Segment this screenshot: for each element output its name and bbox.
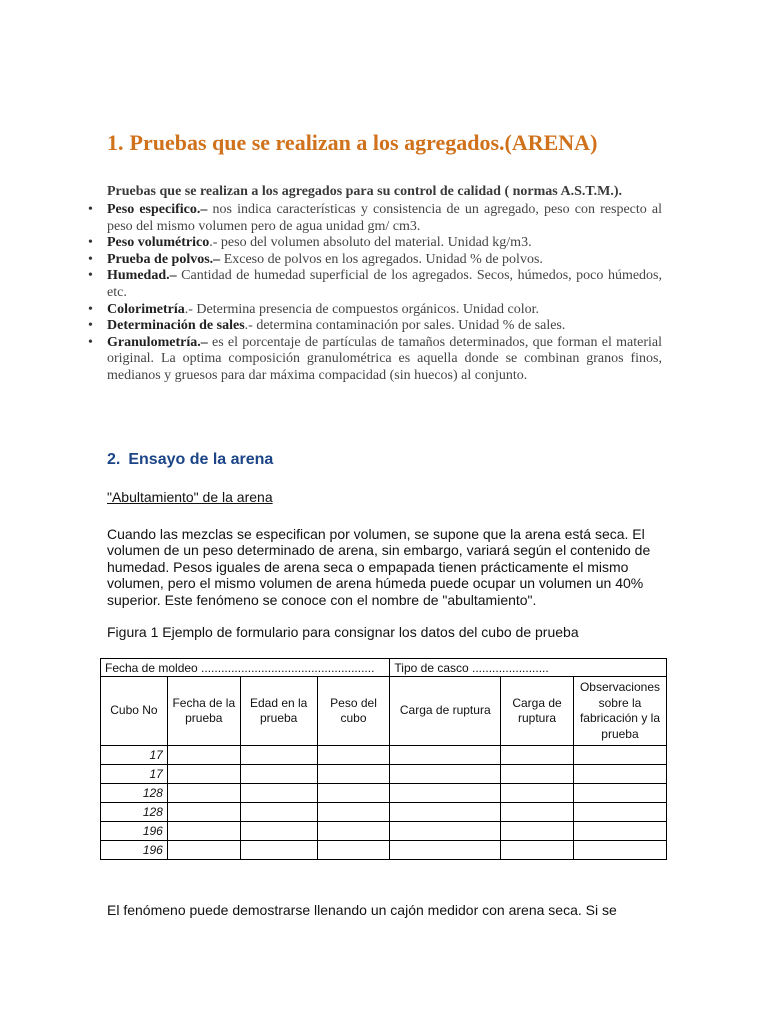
table-cell	[240, 746, 317, 765]
item-term: Peso especifico.–	[107, 202, 208, 217]
item-term: Prueba de polvos.–	[107, 251, 221, 267]
item-text: .- Determina presencia de compuestos orgánicos. Unidad color.	[184, 301, 540, 317]
cubo-number: 128	[101, 784, 168, 803]
bullet-icon: •	[88, 251, 93, 267]
item-text: nos indica características y consistencia de un agregado, peso con respecto al peso del mismo volumen pero de agua unidad gm/ cm3.	[107, 202, 662, 234]
bullet-icon: •	[88, 301, 93, 317]
table-cell	[317, 746, 390, 765]
list-item	[88, 268, 662, 301]
table-cell	[167, 746, 240, 765]
table-row	[101, 659, 667, 677]
tests-list	[88, 202, 662, 385]
table-cell	[390, 841, 501, 860]
table-cell	[240, 822, 317, 841]
column-header: Peso del cubo	[317, 677, 390, 746]
cubo-number: 196	[101, 841, 168, 860]
bullet-icon: •	[88, 334, 93, 350]
table-cell	[317, 765, 390, 784]
table-cell	[167, 822, 240, 841]
item-text: Exceso de polvos en los agregados. Unidad % de polvos.	[220, 251, 543, 267]
body-paragraph: Cuando las mezclas se especifican por volumen, se supone que la arena está seca. El volumen de un peso determinado de arena, sin embargo, variará según el contenido de humedad. Pesos iguales de arena seca o empapada tienen prácticamente el mismo volumen, pero el mismo volumen de arena húmeda puede ocupar un volumen un 40% superior. Este fenómeno se conoce con el nombre de "abultamiento".	[107, 526, 651, 608]
table-header-row	[101, 677, 667, 746]
table-cell	[573, 746, 666, 765]
table-cell	[501, 784, 574, 803]
table-cell	[167, 841, 240, 860]
table-cell	[167, 784, 240, 803]
table-row	[101, 822, 667, 841]
item-text: .- determina contaminación por sales. Unidad % de sales.	[244, 318, 566, 334]
table-cell	[240, 841, 317, 860]
item-text: Cantidad de humedad superficial de los agregados. Secos, húmedos, poco húmedos, etc.	[107, 268, 662, 300]
cubo-number: 17	[101, 746, 168, 765]
item-text: .- peso del volumen absoluto del material. Unidad kg/m3.	[209, 235, 532, 251]
table-cell	[501, 765, 574, 784]
heading-number: 2.	[107, 451, 121, 468]
heading-ensayo	[107, 451, 273, 469]
column-header: Carga de ruptura	[501, 677, 574, 746]
table-cell	[501, 841, 574, 860]
list-item	[88, 318, 662, 335]
table-cell	[240, 784, 317, 803]
column-header: Observaciones sobre la fabricación y la prueba	[573, 677, 666, 746]
item-term: Peso volumétrico	[107, 235, 210, 251]
table-row	[101, 784, 667, 803]
item-term: Determinación de sales	[107, 318, 245, 334]
table-row	[101, 803, 667, 822]
list-item	[88, 302, 662, 319]
table-cell	[390, 822, 501, 841]
bullet-icon: •	[88, 318, 93, 334]
table-cell	[573, 822, 666, 841]
list-item	[88, 252, 662, 269]
bullet-icon: •	[88, 235, 93, 251]
closing-paragraph: El fenómeno puede demostrarse llenando un cajón medidor con arena seca. Si se	[107, 902, 617, 918]
table-cell	[501, 803, 574, 822]
item-term: Granulometría.–	[107, 334, 208, 350]
table-cell	[390, 746, 501, 765]
bullet-icon: •	[88, 268, 93, 284]
tipo-casco-cell: Tipo de casco .......................	[390, 659, 667, 677]
table-cell	[501, 746, 574, 765]
heading-text: Pruebas que se realizan a los agregados.(ARENA)	[129, 130, 598, 155]
subheading-abultamiento: "Abultamiento" de la arena	[107, 489, 273, 505]
cubo-number: 196	[101, 822, 168, 841]
cubo-number: 17	[101, 765, 168, 784]
table-cell	[390, 784, 501, 803]
table-cell	[501, 822, 574, 841]
table-cell	[573, 803, 666, 822]
cubo-form-table	[100, 658, 667, 860]
table-cell	[390, 803, 501, 822]
heading-number: 1.	[107, 130, 124, 155]
cubo-number: 128	[101, 803, 168, 822]
table-cell	[573, 784, 666, 803]
column-header: Edad en la prueba	[240, 677, 317, 746]
column-header: Fecha de la prueba	[167, 677, 240, 746]
column-header: Cubo No	[101, 677, 168, 746]
heading-text: Ensayo de la arena	[128, 451, 274, 468]
table-cell	[167, 803, 240, 822]
bullet-icon: •	[88, 202, 93, 217]
intro-text: Pruebas que se realizan a los agregados para su control de calidad ( normas A.S.T.M.).	[107, 184, 623, 199]
column-header: Carga de ruptura	[390, 677, 501, 746]
table-cell	[317, 803, 390, 822]
table-cell	[167, 765, 240, 784]
table-row	[101, 746, 667, 765]
table-cell	[573, 841, 666, 860]
table-cell	[240, 803, 317, 822]
list-item	[88, 235, 662, 252]
table-row	[101, 841, 667, 860]
item-term: Colorimetría	[107, 301, 185, 317]
table-cell	[317, 822, 390, 841]
figure-caption: Figura 1 Ejemplo de formulario para consignar los datos del cubo de prueba	[107, 624, 579, 640]
table-cell	[240, 765, 317, 784]
fecha-moldeo-cell: Fecha de moldeo ....................................................	[101, 659, 390, 677]
item-term: Humedad.–	[107, 268, 177, 284]
list-item	[88, 335, 662, 385]
table-row	[101, 765, 667, 784]
table-cell	[317, 784, 390, 803]
table-cell	[390, 765, 501, 784]
item-text: es el porcentaje de partículas de tamaños determinados, que forman el material original. La optima composición granulométrica es aquella donde se combinan granos finos, medianos y gruesos para dar máxima compacidad (sin huecos) al conjunto.	[107, 334, 662, 383]
list-item	[88, 202, 662, 235]
table-cell	[317, 841, 390, 860]
table-cell	[573, 765, 666, 784]
heading-pruebas	[107, 130, 597, 156]
